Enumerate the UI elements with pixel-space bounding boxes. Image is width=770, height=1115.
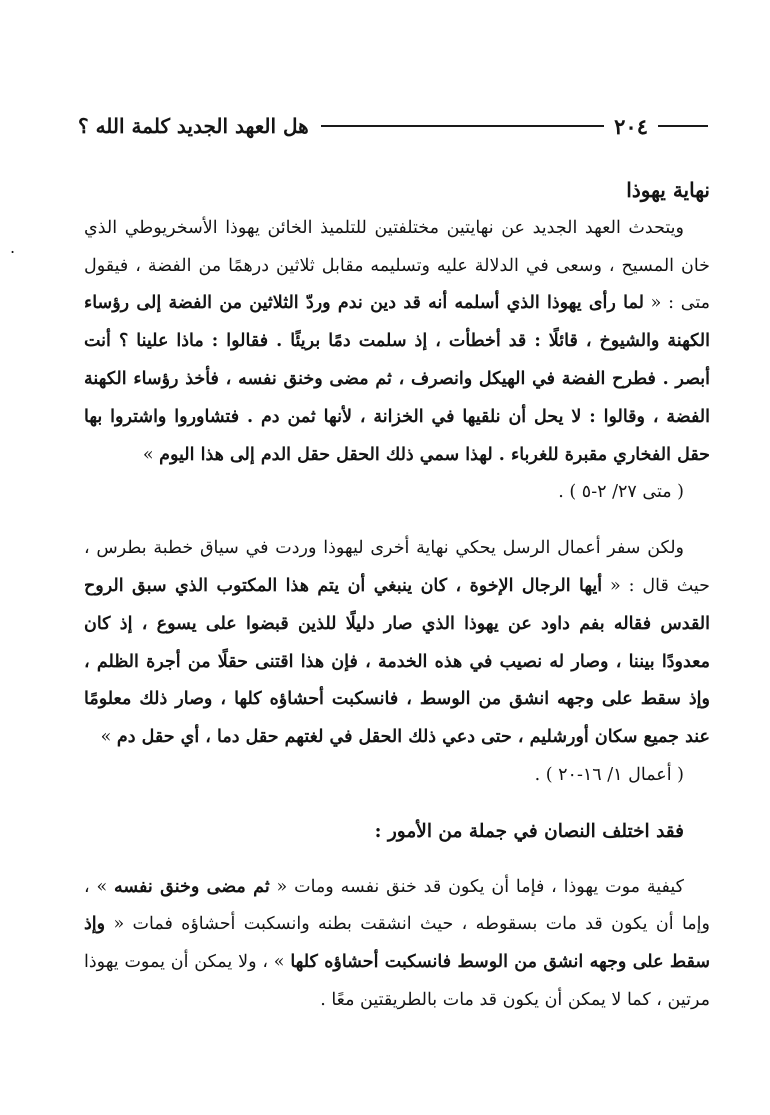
citation-acts: ( أعمال ١/ ١٦-٢٠ ) . [534, 764, 684, 785]
stray-mark: . [10, 238, 16, 257]
quotation-matthew: لما رأى يهوذا الذي أسلمه أنه قد دين ندم وردّ الثلاثين من الفضة إلى رؤساء الكهنة والشيوخ ، قائلًا : قد أخطأت ، إذ سلمت دمًا بريئًا . فقالوا : ماذا علينا ؟ أنت أبصر . فطرح الفضة في الهيكل وانصرف ، ثم مضى وخنق نفسه ، فأخذ رؤساء الكهنة الفضة ، وقالوا : لا يحل أن نلقيها في الخزانة ، لأنها ثمن دم . فتشاوروا واشتروا بها حقل الفخاري مقبرة للغرباء . لهذا سمي ذلك الحقل حقل الدم إلى هذا اليوم [84, 293, 710, 465]
subheading-differences: فقد اختلف النصان في جملة من الأمور : [374, 820, 684, 842]
paragraph-intro: ويتحدث العهد الجديد عن نهايتين مختلفتين للتلميذ الخائن يهوذا الأسخريوطي الذي خان المسيح ، وسعى في الدلالة عليه وتسليمه مقابل ثلاثين درهمًا من الفضة ، فيقول متى : « [84, 217, 710, 314]
section-heading: نهاية يهوذا [626, 178, 710, 202]
paragraph-gap [84, 795, 710, 813]
main-text [84, 172, 710, 1020]
quote-close: » [100, 727, 117, 748]
quoted-phrase-fell: وإذ سقط على وجهه انشق من الوسط فانسكبت أحشاؤه كلها [84, 914, 710, 973]
page-header [78, 106, 708, 146]
paragraph-acts [84, 530, 710, 795]
text-run: كيفية موت يهوذا ، فإما أن يكون قد خنق نفسه ومات « [269, 876, 684, 897]
running-title: هل العهد الجديد كلمة الله ؟ [78, 114, 309, 138]
text-run: » ، ولا يمكن أن يموت يهوذا مرتين ، كما لا يمكن أن يكون قد مات بالطريقتين معًا . [84, 952, 710, 1010]
paragraph-matthew [84, 210, 710, 512]
page-number: ٢٠٤ [614, 113, 648, 139]
paragraph-gap [84, 512, 710, 530]
quotation-acts: أيها الرجال الإخوة ، كان ينبغي أن يتم هذا المكتوب الذي سبق الروح القدس فقاله بفم داود عن يهوذا الذي صار دليلًا للذين قبضوا على يسوع ، إذ كان معدودًا بيننا ، وصار له نصيب في هذه الخدمة ، فإن هذا اقتنى حقلًا من أجرة الظلم ، وإذ سقط على وجهه انشق من الوسط ، فانسكبت أحشاؤه كلها ، وصار ذلك معلومًا عند جميع سكان أورشليم ، حتى دعي ذلك الحقل في لغتهم حقل دما ، أي حقل دم [84, 575, 710, 748]
paragraph-gap [84, 851, 710, 869]
paragraph-intro: ولكن سفر أعمال الرسل يحكي نهاية أخرى ليهوذا وردت في سياق خطبة بطرس ، حيث قال : « [84, 538, 710, 596]
quoted-phrase-strangled: ثم مضى وخنق نفسه [114, 876, 270, 897]
header-rule-long [321, 125, 604, 127]
text-run: » ، وإما أن يكون قد مات بسقوطه ، حيث انشقت بطنه وانسكبت أحشاؤه فمات « [84, 876, 710, 935]
paragraph-death-manner [84, 869, 710, 1020]
header-rule-short [658, 125, 708, 127]
quote-close: » [142, 444, 160, 465]
citation-matthew: ( متى ٢٧/ ٢-٥ ) . [558, 482, 684, 503]
